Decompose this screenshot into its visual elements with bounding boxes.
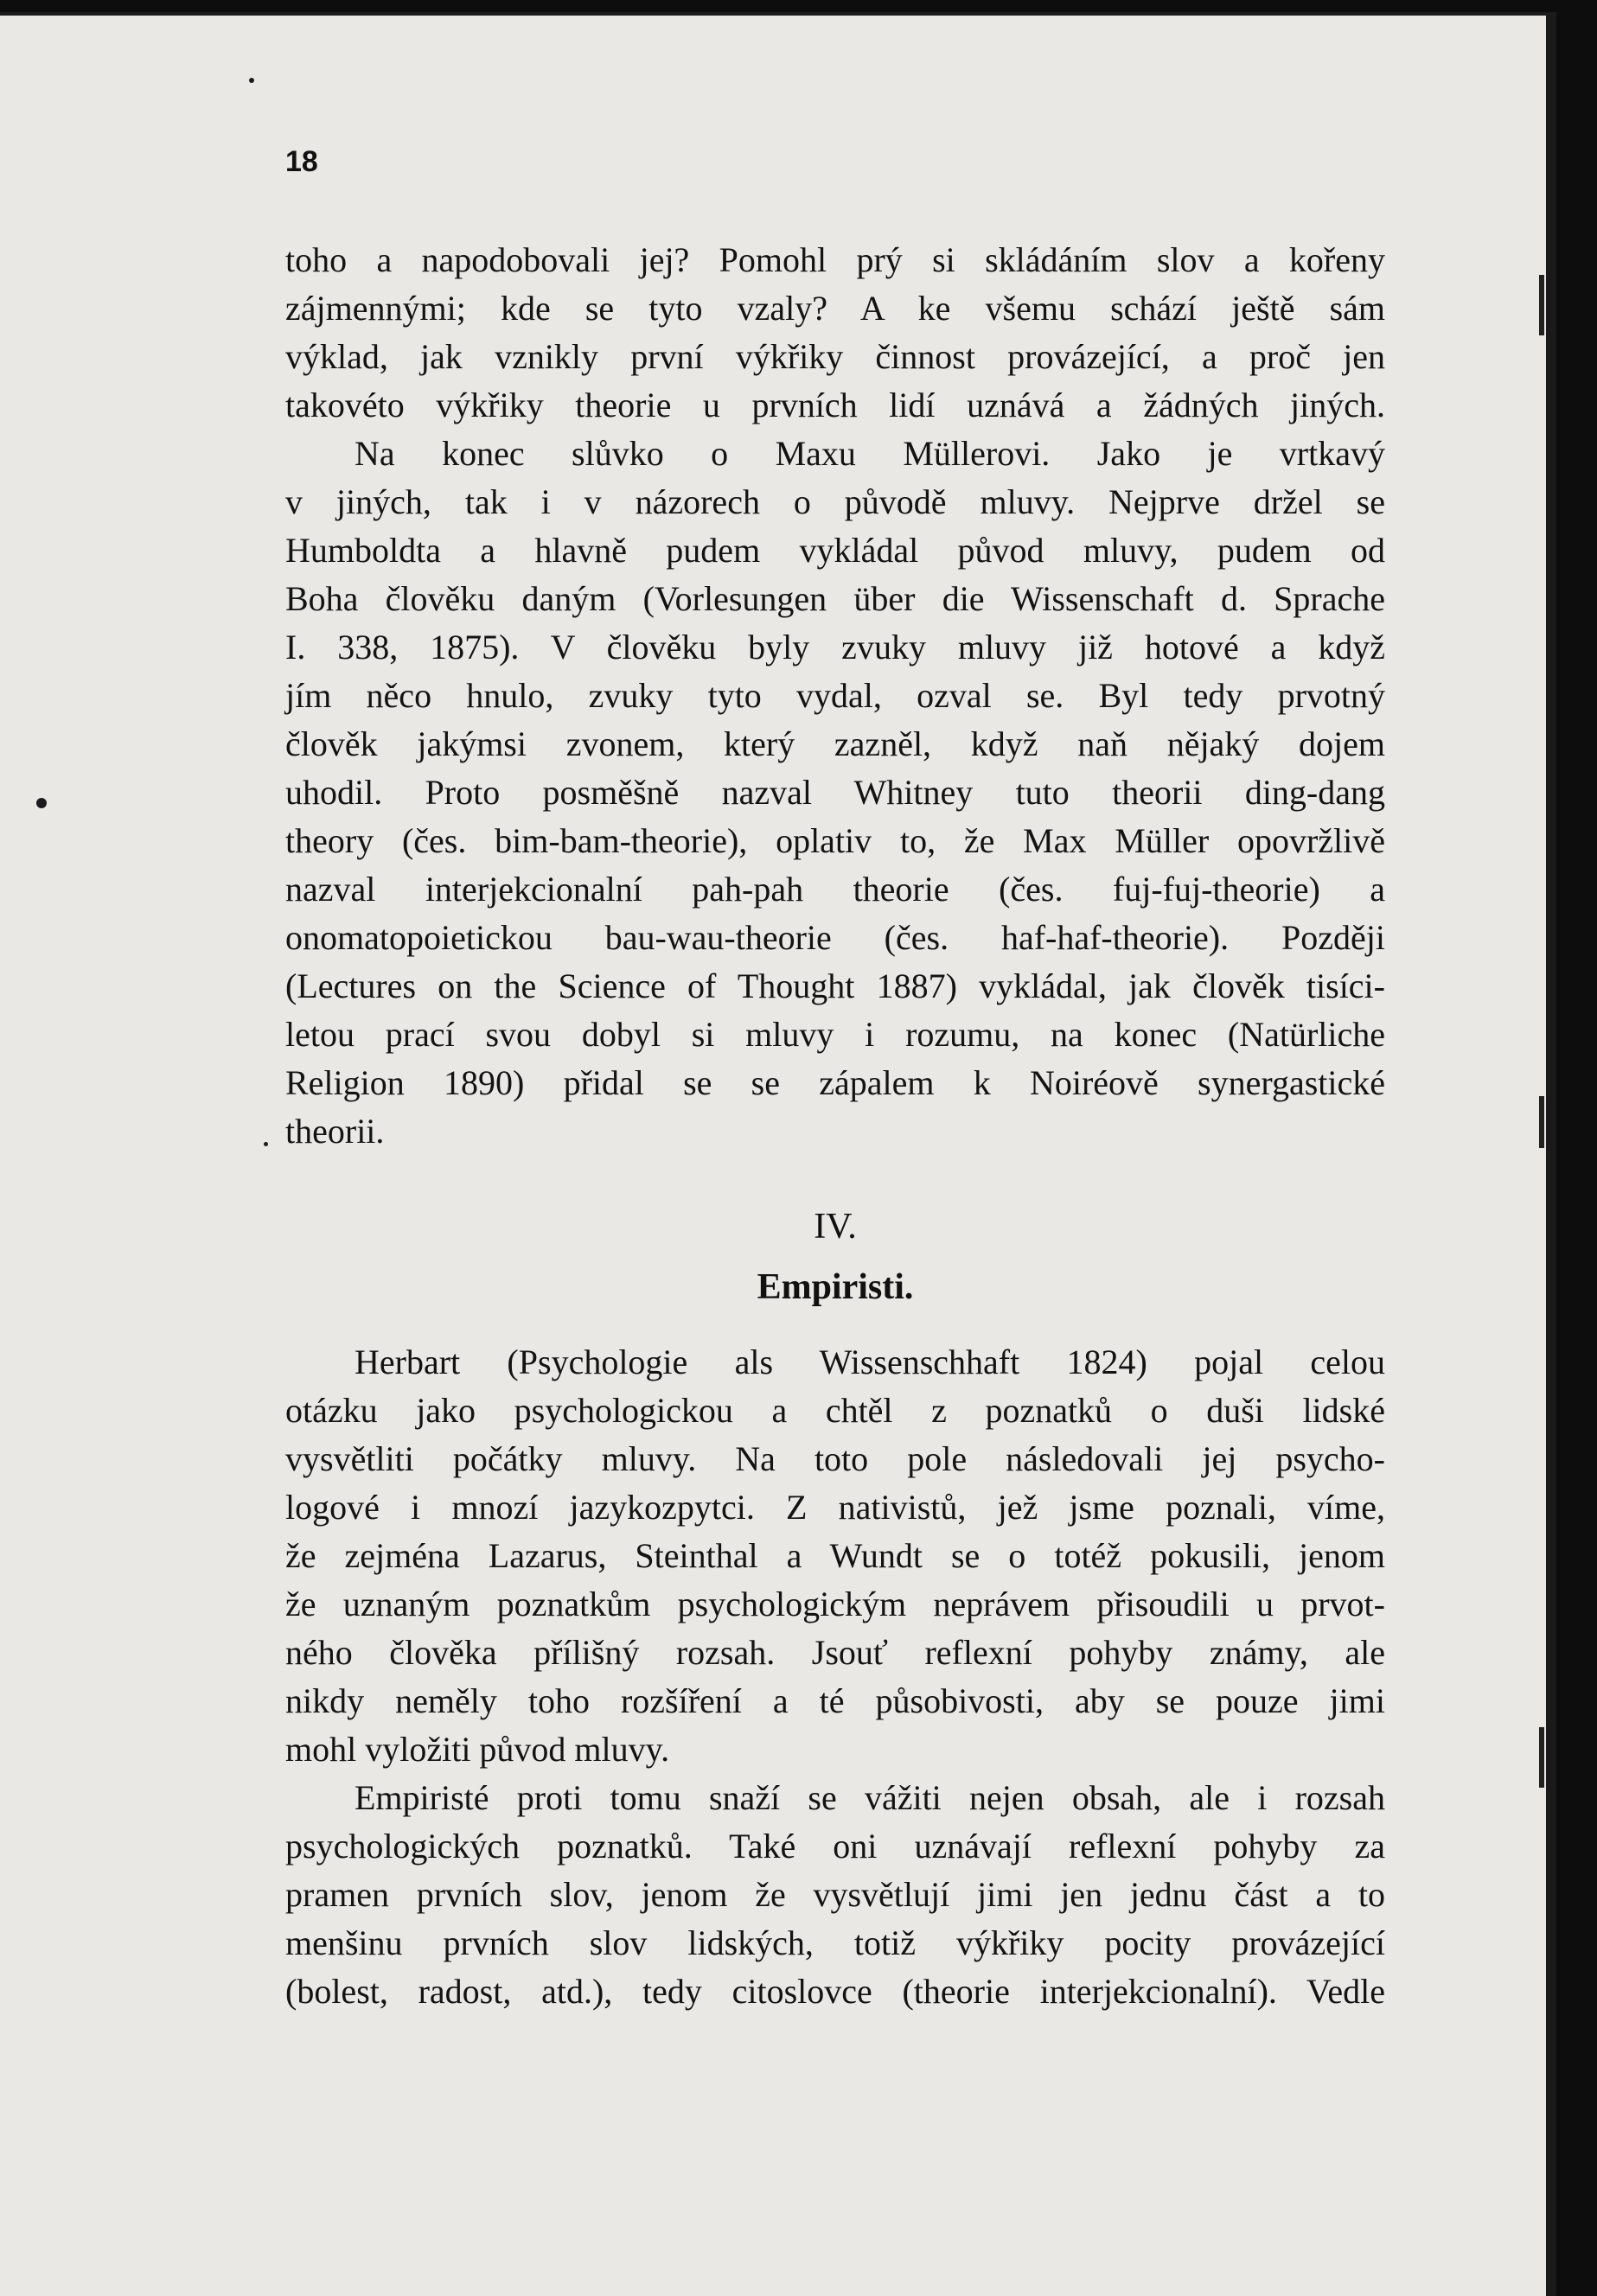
text-line: ného člověka přílišný rozsah. Jsouť reflexní pohyby známy, ale	[285, 1633, 1385, 1672]
text-line: toho a napodobovali jej? Pomohl prý si skládáním slov a kořeny	[285, 240, 1385, 279]
text-line: pramen prvních slov, jenom že vysvětlují jimi jen jednu část a to	[285, 1875, 1385, 1914]
text-line: Religion 1890) přidal se se zápalem k Noiréově synergastické	[285, 1063, 1385, 1102]
section-number: IV.	[814, 1207, 857, 1247]
text-line: Herbart (Psychologie als Wissenschhaft 1824) pojal celou	[355, 1343, 1385, 1381]
text-line: logové i mnozí jazykozpytci. Z nativistů, jež jsme poznali, víme,	[285, 1488, 1385, 1527]
scan-mark	[1539, 1096, 1544, 1148]
text-line: Humboldta a hlavně pudem vykládal původ mluvy, pudem od	[285, 531, 1385, 570]
text-line: menšinu prvních slov lidských, totiž výkřiky pocity provázející	[285, 1923, 1385, 1962]
scan-mark	[1539, 1727, 1544, 1788]
page-number: 18	[285, 145, 318, 178]
text-line: I. 338, 1875). V člověku byly zvuky mluvy již hotové a když	[285, 628, 1385, 666]
text-line: nazval interjekcionalní pah-pah theorie (čes. fuj-fuj-theorie) a	[285, 870, 1385, 909]
text-line: člověk jakýmsi zvonem, který zazněl, když naň nějaký dojem	[285, 724, 1385, 763]
text-line: onomatopoietickou bau-wau-theorie (čes. haf-haf-theorie). Později	[285, 918, 1385, 957]
scan-dot	[249, 78, 254, 83]
text-line: Boha člověku daným (Vorlesungen über die Wissenschaft d. Sprache	[285, 579, 1385, 618]
text-line: psychologických poznatků. Také oni uznávají reflexní pohyby za	[285, 1827, 1385, 1866]
paragraph-2	[285, 1338, 1385, 2016]
text-line: otázku jako psychologickou a chtěl z poznatků o duši lidské	[285, 1391, 1385, 1430]
book-page	[0, 12, 1556, 2296]
text-line: Empiristé proti tomu snaží se vážiti nejen obsah, ale i rozsah	[355, 1778, 1385, 1817]
text-line: (bolest, radost, atd.), tedy citoslovce (theorie interjekcionalní). Vedle	[285, 1972, 1385, 2011]
text-line: jím něco hnulo, zvuky tyto vydal, ozval se. Byl tedy prvotný	[285, 676, 1385, 715]
text-line: letou prací svou dobyl si mluvy i rozumu, na konec (Natürliche	[285, 1015, 1385, 1054]
text-line: (Lectures on the Science of Thought 1887) vykládal, jak člověk tisíci-	[285, 966, 1385, 1005]
scan-dot	[36, 798, 47, 808]
text-line: že zejména Lazarus, Steinthal a Wundt se o totéž pokusili, jenom	[285, 1536, 1385, 1575]
page-edge-shadow	[1546, 16, 1556, 2296]
text-line: vysvětliti počátky mluvy. Na toto pole následovali jej psycho-	[285, 1439, 1385, 1478]
text-line: takovéto výkřiky theorie u prvních lidí uznává a žádných jiných.	[285, 386, 1385, 424]
scan-dot	[264, 1142, 268, 1146]
text-line: theorii.	[285, 1112, 385, 1151]
text-line: theory (čes. bim-bam-theorie), oplativ to, že Max Müller opovržlivě	[285, 821, 1385, 860]
text-line: v jiných, tak i v názorech o původě mluvy. Nejprve držel se	[285, 482, 1385, 521]
text-line: výklad, jak vznikly první výkřiky činnost provázející, a proč jen	[285, 337, 1385, 376]
text-line: uhodil. Proto posměšně nazval Whitney tuto theorii ding-dang	[285, 773, 1385, 812]
text-line: mohl vyložiti původ mluvy.	[285, 1730, 670, 1769]
scan-mark	[1539, 275, 1544, 335]
text-line: zájmennými; kde se tyto vzaly? A ke všemu schází ještě sám	[285, 289, 1385, 328]
section-title: Empiristi.	[757, 1267, 914, 1307]
text-line: že uznaným poznatkům psychologickým neprávem přisoudili u prvot-	[285, 1585, 1385, 1623]
paragraph-1	[285, 236, 1385, 1156]
text-line: Na konec slůvko o Maxu Müllerovi. Jako je vrtkavý	[355, 434, 1385, 473]
text-line: nikdy neměly toho rozšíření a té působivosti, aby se pouze jimi	[285, 1681, 1385, 1720]
